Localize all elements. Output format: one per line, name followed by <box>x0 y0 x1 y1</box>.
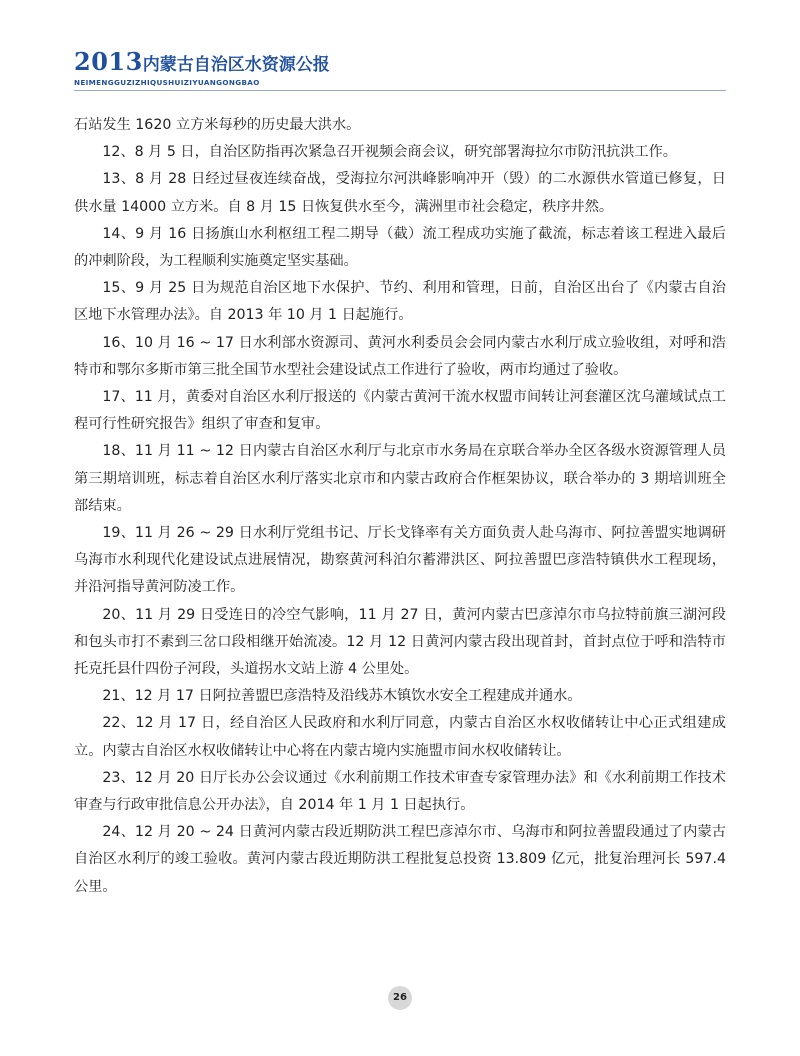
paragraph-item-19: 19、11 月 26 ~ 29 日水利厅党组书记、厅长戈锋率有关方面负责人赴乌海市、阿拉善盟实地调研乌海市水利现代化建设试点进展情况，勘察黄河科泊尔蓄滞洪区、阿拉善盟巴彦浩特镇供水工程现场，并沿河指导黄河防凌工作。 <box>74 525 726 596</box>
paragraph-item-13: 13、8 月 28 日经过昼夜连续奋战，受海拉尔河洪峰影响冲开（毁）的二水源供水管道已修复，日供水量 14000 立方米。自 8 月 15 日恢复供水至今，满洲里市社会稳定，秩序井然。 <box>74 171 726 215</box>
paragraph-item-22: 22、12 月 17 日，经自治区人民政府和水利厅同意，内蒙古自治区水权收储转让中心正式组建成立。内蒙古自治区水权收储转让中心将在内蒙古境内实施盟市间水权收储转让。 <box>74 715 726 759</box>
report-year: 2013 <box>74 47 143 76</box>
paragraph-item-24: 24、12 月 20 ~ 24 日黄河内蒙古段近期防洪工程巴彦淖尔市、乌海市和阿拉善盟段通过了内蒙古自治区水利厅的竣工验收。黄河内蒙古段近期防洪工程批复总投资 13.809 亿元，批复治理河长 597.4 公里。 <box>74 824 726 895</box>
header-divider <box>74 90 726 91</box>
paragraph-item-18: 18、11 月 11 ~ 12 日内蒙古自治区水利厅与北京市水务局在京联合举办全区各级水资源管理人员第三期培训班，标志着自治区水利厅落实北京市和内蒙古政府合作框架协议，联合举办的 3 期培训班全部结束。 <box>74 443 726 514</box>
paragraph-item-15: 15、9 月 25 日为规范自治区地下水保护、节约、利用和管理，日前，自治区出台了《内蒙古自治区地下水管理办法》。自 2013 年 10 月 1 日起施行。 <box>74 280 726 324</box>
report-header <box>74 47 330 87</box>
document-body <box>74 112 726 901</box>
paragraph-continuation: 石站发生 1620 立方米每秒的历史最大洪水。 <box>74 117 361 133</box>
paragraph-item-12: 12、8 月 5 日，自治区防指再次紧急召开视频会商会议，研究部署海拉尔市防汛抗洪工作。 <box>102 144 677 161</box>
report-title <box>74 47 330 77</box>
page-number: 26 <box>388 986 412 1010</box>
paragraph-item-14: 14、9 月 16 日扬旗山水利枢纽工程二期导（截）流工程成功实施了截流，标志着该工程进入最后的冲刺阶段，为工程顺利实施奠定坚实基础。 <box>74 225 726 270</box>
paragraph-item-21: 21、12 月 17 日阿拉善盟巴彦浩特及沿线苏木镇饮水安全工程建成并通水。 <box>102 688 582 705</box>
report-title-cn: 内蒙古自治区水资源公报 <box>142 55 330 75</box>
paragraph-item-17: 17、11 月，黄委对自治区水利厅报送的《内蒙古黄河干流水权盟市间转让河套灌区沈乌灌域试点工程可行性研究报告》组织了审查和复审。 <box>74 389 726 433</box>
paragraph-item-16: 16、10 月 16 ~ 17 日水利部水资源司、黄河水利委员会会同内蒙古水利厅成立验收组，对呼和浩特市和鄂尔多斯市第三批全国节水型社会建设试点工作进行了验收，两市均通过了验收。 <box>74 334 726 378</box>
report-subtitle-pinyin: NEIMENGGUZIZHIQUSHUIZIYUANGONGBAO <box>74 78 260 87</box>
paragraph-item-23: 23、12 月 20 日厅长办公会议通过《水利前期工作技术审查专家管理办法》和《水利前期工作技术审查与行政审批信息公开办法》，自 2014 年 1 月 1 日起执行。 <box>74 769 726 814</box>
page-footer <box>0 985 800 1010</box>
paragraph-item-20: 20、11 月 29 日受连日的冷空气影响，11 月 27 日，黄河内蒙古巴彦淖尔市乌拉特前旗三湖河段和包头市打不素到三岔口段相继开始流凌。12 月 12 日黄河内蒙古段出现首封，首封点位于呼和浩特市托克托县什四份子河段，头道拐水文站上游 4 公里处。 <box>74 606 726 678</box>
